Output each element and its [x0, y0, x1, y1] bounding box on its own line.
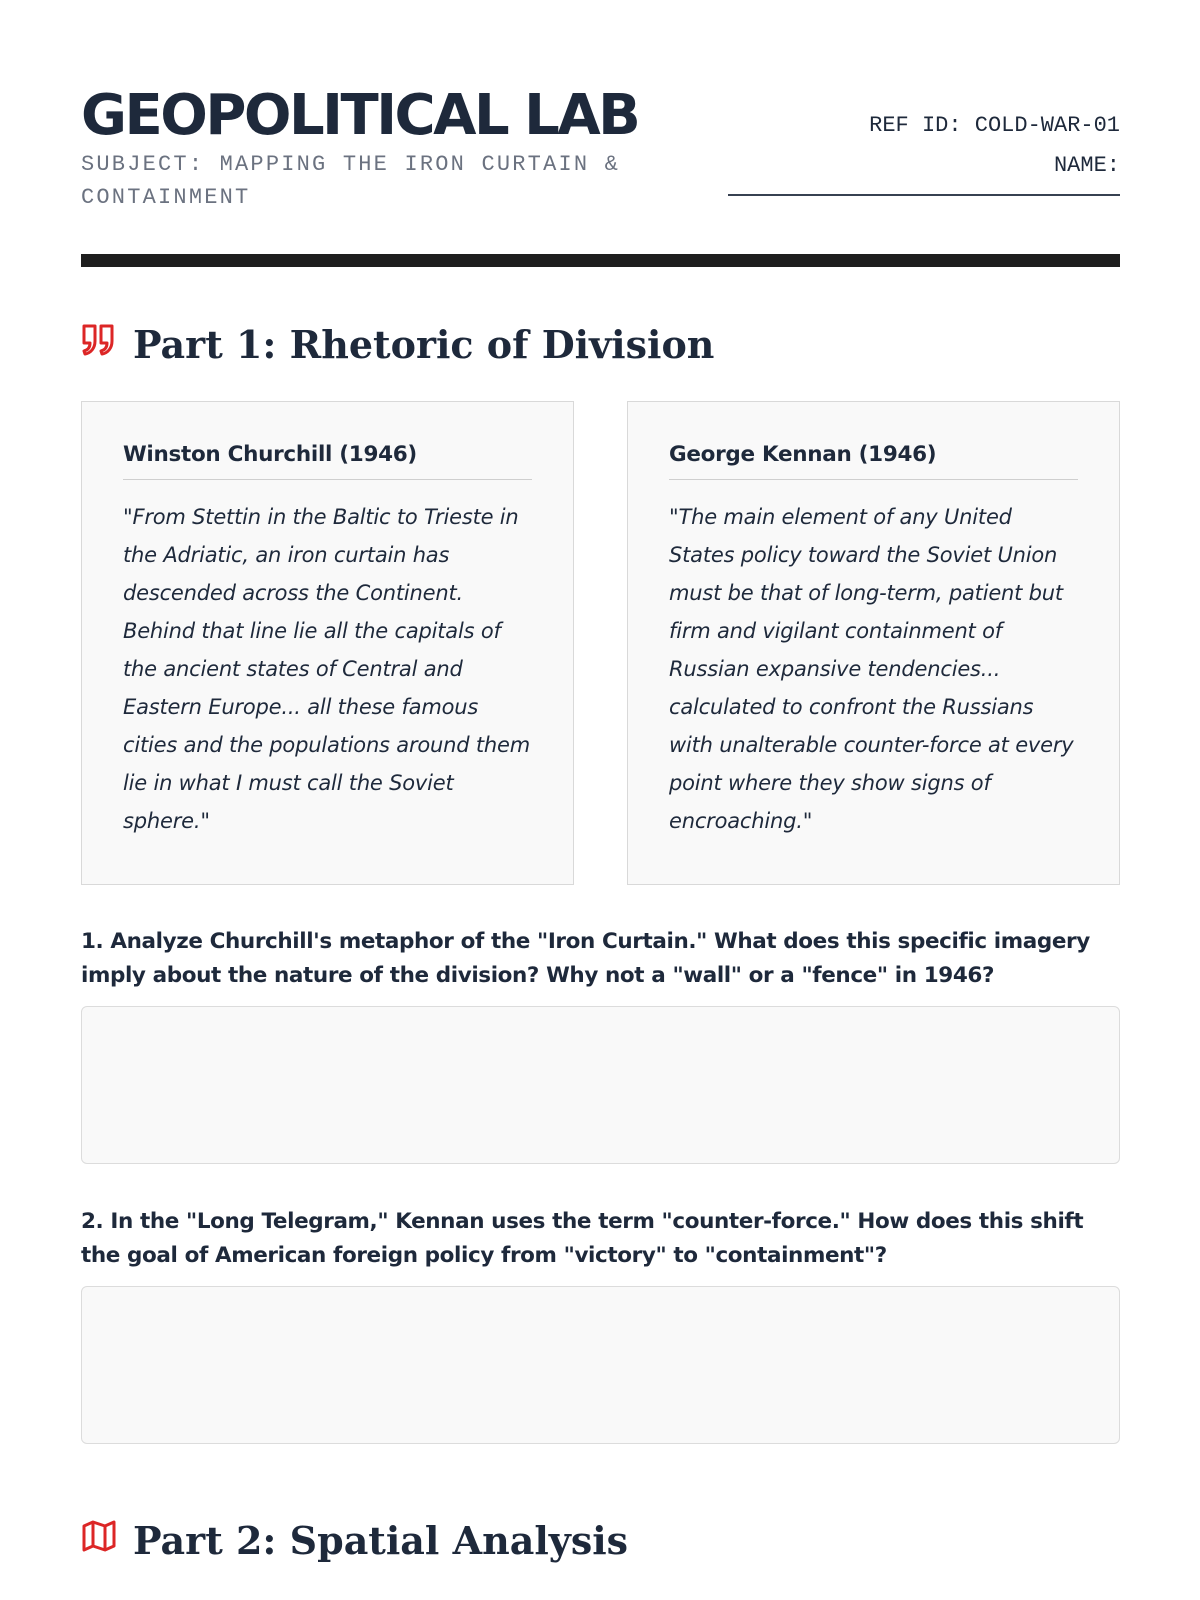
header-meta	[720, 106, 1120, 196]
part2-heading-text: Part 2: Spatial Analysis	[133, 1518, 629, 1563]
part1-heading	[81, 322, 714, 367]
worksheet-page	[81, 0, 1120, 1600]
quote-card-kennan	[627, 401, 1120, 885]
quote-icon	[81, 322, 133, 367]
quote-author: George Kennan (1946)	[669, 442, 1078, 480]
name-input-line[interactable]	[728, 194, 1120, 196]
subject-line: SUBJECT: MAPPING THE IRON CURTAIN & CONTAINMENT	[81, 152, 621, 210]
quote-author: Winston Churchill (1946)	[123, 442, 532, 480]
question-1: 1. Analyze Churchill's metaphor of the "Iron Curtain." What does this specific imagery imply about the nature of the division? Why not a "wall" or a "fence" in 1946?	[81, 929, 1090, 988]
header-divider	[81, 254, 1120, 267]
name-label: NAME:	[1053, 153, 1120, 178]
part1-heading-text: Part 1: Rhetoric of Division	[133, 322, 715, 367]
quote-text: "The main element of any United States policy toward the Soviet Union must be that of long-term, patient but firm and vigilant containment of Russian expansive tendencies... calculated to confront the Russians with unalterable counter-force at every point where they show signs of encroaching."	[669, 505, 1074, 833]
answer-box-1[interactable]	[81, 1006, 1120, 1164]
question-2: 2. In the "Long Telegram," Kennan uses the term "counter-force." How does this shift the goal of American foreign policy from "victory" to "containment"?	[81, 1209, 1084, 1268]
quote-text: "From Stettin in the Baltic to Trieste in the Adriatic, an iron curtain has descended across the Continent. Behind that line lie all the capitals of the ancient states of Central and Eastern Europe... all these famous cities and the populations around them lie in what I must call the Soviet sphere."	[123, 505, 530, 833]
ref-id: REF ID: COLD-WAR-01	[869, 113, 1120, 138]
page-title: GEOPOLITICAL LAB	[81, 83, 639, 148]
part2-heading	[81, 1518, 628, 1563]
answer-box-2[interactable]	[81, 1286, 1120, 1444]
quote-card-churchill	[81, 401, 574, 885]
map-icon	[81, 1518, 133, 1563]
